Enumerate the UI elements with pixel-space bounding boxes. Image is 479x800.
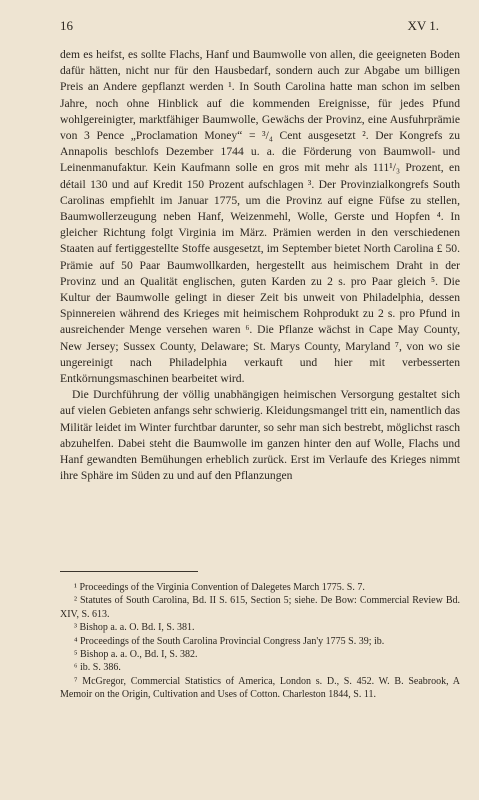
footnote: ³ Bishop a. a. O. Bd. I, S. 381. (74, 622, 195, 634)
footnote-divider (60, 571, 198, 572)
section-marker: XV 1. (407, 18, 439, 33)
footnote: ⁶ ib. S. 386. (74, 662, 121, 674)
footnote: ⁴ Proceedings of the South Carolina Provincial Congress Jan'y 1775 S. 39; ib. (74, 635, 385, 647)
footnote: ¹ Proceedings of the Virginia Convention of Dalegetes March 1775. S. 7. (74, 582, 365, 593)
body-text (60, 47, 460, 484)
footnote: ⁵ Bishop a. a. O., Bd. I, S. 382. (74, 649, 198, 661)
footnote: ² Statutes of South Carolina, Bd. II S. 615, Section 5; siehe. De Bow: Commercial Review Bd. XIV, S. 613. (60, 595, 460, 620)
footnotes (60, 581, 460, 702)
page-number: 16 (60, 18, 73, 33)
footnote: ⁷ McGregor, Commercial Statistics of America, London s. D., S. 452. W. B. Seabrook, A Memoir on the Origin, Cultivation and Uses of Cotton. Charleston 1844, S. 11. (60, 675, 460, 701)
paragraph: dem es heifst, es sollte Flachs, Hanf und Baumwolle von allen, die geeigneten Boden dafür hätten, nicht nur für den Hausbedarf, sondern auch zur Abgabe um billigen Preis an Andere gepflanzt werden ¹. In South Carolina hatte man schon im selben Jahre, noch ohne Hinblick auf die kommenden Ereignisse, für jedes Pfund wohlgereinigter, marktfähiger Baumwolle, Gewächs der Provinz, eine Ausfuhrprämie von 3 Pence „Proclamation Money“ = ³/₄ Cent ausgesetzt ². Der Kongrefs zu Annapolis beschlofs Dezember 1744 u. a. die Förderung von Baumwoll- und Leinenmanufaktur. Kein Kaufmann solle en gros mit mehr als 111¹/₃ Prozent, en détail 130 und auf Kredit 150 Prozent aufschlagen ³. Der Provinzialkongrefs South Carolinas empfiehlt im Januar 1775, um die Provinz auf eigne Füfse zu stellen, Baumwollerzeugung neben Hanf, Weizenmehl, Wolle, Gerste und Hopfen ⁴. In gleicher Richtung folgt Virginia im März. Prämien werden in den verschiedenen Staaten auf fertiggestellte Stoffe ausgesetzt, im September bietet North Carolina £ 50. Prämie auf 50 Paar Baumwollkarden, hergestellt aus heimischem Draht in der Provinz und an Qualität englischen, guten Karden zu 2 s. pro Paar gleich ⁵. Die Kultur der Baumwolle gelingt in dieser Zeit bis unweit von Philadelphia, dessen Spinnereien während des Krieges mit heimischem Rohprodukt zu 2 s. pro Pfund in ausreichender Menge versehen waren ⁶. Die Pflanze wächst in Cape May County, New Jersey; Sussex County, Delaware; St. Marys County, Maryland ⁷, von wo sie ungereinigt nach Philadelphia verkauft und hier mit verbesserten Entkörnungsmaschinen bearbeitet wird. (60, 48, 460, 386)
paragraph: Die Durchführung der völlig unabhängigen heimischen Versorgung gestaltet sich auf vielen Gebieten anfangs sehr schwierig. Kleidungsmangel tritt ein, namentlich das Militär leidet im Winter furchtbar darunter, so sehr man sich bestrebt, möglichst rasch abzuhelfen. Dabei steht die Baumwolle im ganzen hinter den auf Wolle, Flachs und Hanf gewandten Bemühungen erheblich zurück. Erst im Verlaufe des Krieges nimmt ihre Sphäre im Süden zu und auf den Pflanzungen (60, 388, 460, 483)
